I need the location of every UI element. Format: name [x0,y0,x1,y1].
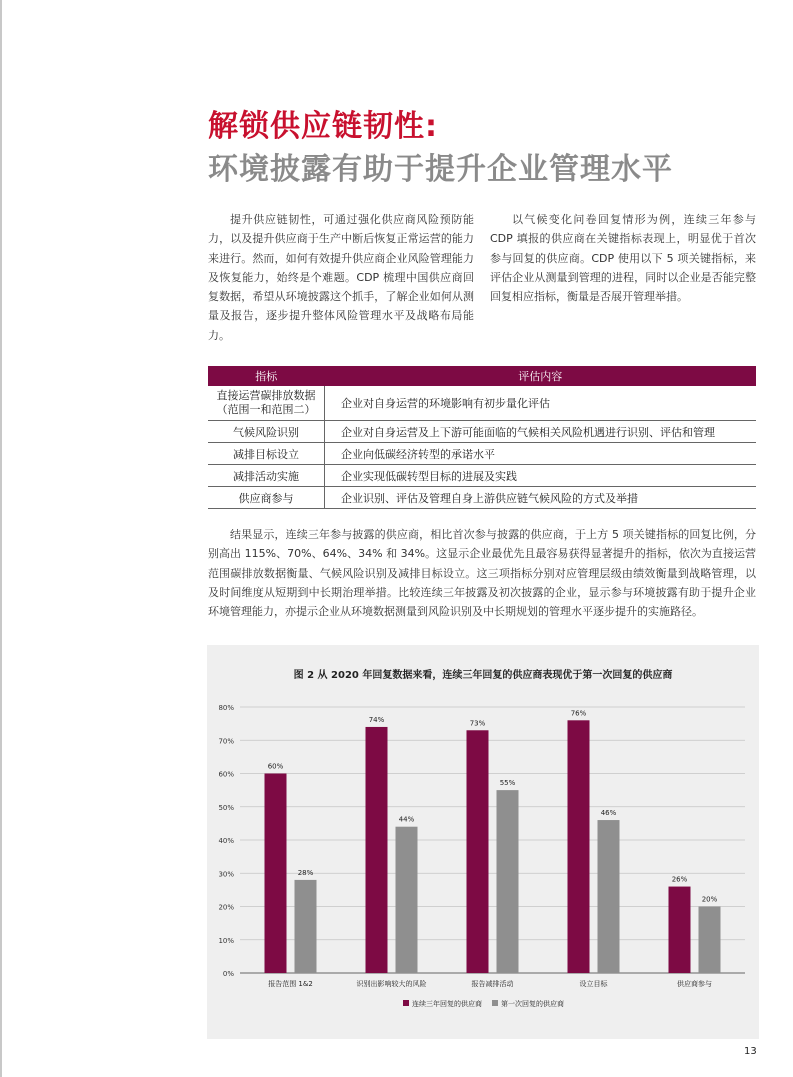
chart-bar [467,730,489,973]
chart-bar [396,827,418,973]
indicator-name-note: （范围一和范围二） [216,403,316,416]
page-subtitle: 环境披露有助于提升企业管理水平 [208,152,673,187]
table-cell-indicator: 气候风险识别 [208,421,325,443]
indicator-table [208,366,756,509]
x-tick-label: 识别出影响较大的风险 [356,980,427,988]
table-cell-indicator: 减排活动实施 [208,465,325,487]
table-cell-content: 企业对自身运营及上下游可能面临的气候相关风险机遇进行识别、评估和管理 [325,421,757,443]
y-tick-label: 50% [218,803,234,812]
table-row [208,443,756,465]
data-label: 73% [469,719,486,728]
x-tick-label: 报告范围 1&2 [268,980,313,988]
chart-bar [699,907,721,974]
table-row [208,386,756,421]
x-tick-label: 报告减排活动 [471,980,514,988]
page-title: 解锁供应链韧性: [208,109,438,144]
chart-bar [497,790,519,973]
legend-label: 第一次回复的供应商 [501,1000,564,1008]
page-number: 13 [744,1046,757,1057]
data-label: 20% [701,895,718,904]
chart-bar [598,820,620,973]
data-label: 28% [297,868,314,877]
page-edge-rule [0,0,2,1077]
table-cell-content: 企业向低碳经济转型的承诺水平 [325,443,757,465]
y-tick-label: 20% [218,903,234,912]
indicator-name: 直接运营碳排放数据 [216,389,316,402]
table-row [208,487,756,509]
y-tick-label: 0% [222,970,234,978]
table-row [208,421,756,443]
data-label: 60% [267,762,284,771]
legend-swatch [492,1000,498,1006]
y-tick-label: 40% [218,837,234,845]
data-label: 44% [398,815,415,824]
y-tick-label: 70% [218,737,234,746]
table-cell-content: 企业对自身运营的环境影响有初步量化评估 [325,386,757,421]
table-cell-content: 企业实现低碳转型目标的进展及实践 [325,465,757,487]
data-label: 26% [671,875,688,884]
table-cell-indicator: 供应商参与 [208,487,325,509]
y-tick-label: 30% [218,870,234,879]
data-label: 55% [499,779,516,788]
y-tick-label: 10% [218,936,234,945]
chart-panel [207,645,759,1039]
chart-bar [568,720,590,973]
table-cell-indicator: 减排目标设立 [208,443,325,465]
intro-paragraph-right: 以气候变化问卷回复情形为例，连续三年参与 CDP 填报的供应商在关键指标表现上，明显优于首次参与回复的供应商。CDP 使用以下 5 项关键指标，来评估企业从测量到管理的进程，同时以企业是否能完整回复相应指标，衡量是否展开管理举措。 [490,213,756,304]
y-tick-label: 80% [218,704,234,712]
legend-swatch [403,1000,409,1006]
legend-label: 连续三年回复的供应商 [412,1000,482,1008]
results-paragraph: 结果显示，连续三年参与披露的供应商，相比首次参与披露的供应商，于上方 5 项关键指标的回复比例，分别高出 115%、70%、64%、34% 和 34%。这显示企业最优先且最容易获得显著提升的指标，依次为直接运营范围碳排放数据衡量、气候风险识别及减排目标设立。这三项指标分别对应管理层级由绩效衡量到战略管理，以及时间维度从短期到中长期治理举措。比较连续三年披露及初次披露的企业，显示参与环境披露有助于提升企业环境管理能力，亦提示企业从环境数据测量到风险识别及中长期规划的管理水平逐步提升的实施路径。 [208,528,756,619]
y-tick-label: 60% [218,770,234,779]
table-cell-indicator [208,386,325,421]
intro-paragraph-left: 提升供应链韧性，可通过强化供应商风险预防能力，以及提升供应商于生产中断后恢复正常运营的能力来进行。然而，如何有效提升供应商企业风险管理能力及恢复能力，始终是个难题。CDP 梳理中国供应商回复数据，希望从环境披露这个抓手，了解企业如何从测量及报告，逐步提升整体风险管理水平及战略布局能力。 [208,213,474,342]
data-label: 76% [570,709,587,718]
chart-title: 图 2 从 2020 年回复数据来看，连续三年回复的供应商表现优于第一次回复的供应商 [293,670,673,681]
table-header-content: 评估内容 [325,366,757,386]
chart-bar [669,887,691,973]
table-row [208,465,756,487]
chart-bar [295,880,317,973]
bar-chart [207,645,759,1039]
x-tick-label: 供应商参与 [677,980,712,988]
table-header-indicator: 指标 [208,366,325,386]
x-tick-label: 设立目标 [579,980,608,988]
chart-bar [366,727,388,973]
data-label: 46% [600,809,617,818]
table-header-row [208,366,756,386]
data-label: 74% [368,715,385,724]
chart-bar [265,774,287,974]
table-cell-content: 企业识别、评估及管理自身上游供应链气候风险的方式及举措 [325,487,757,509]
